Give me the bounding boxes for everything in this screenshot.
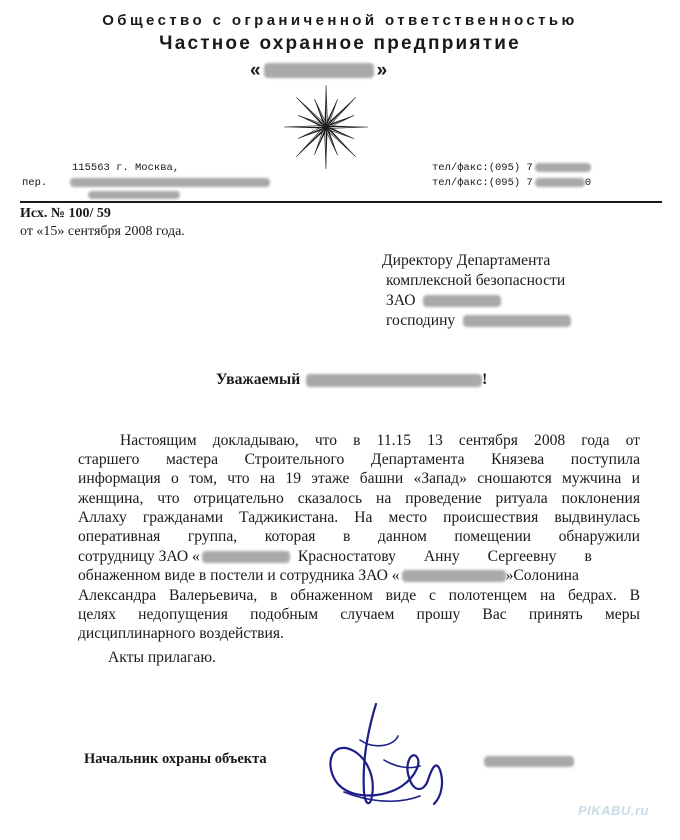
- body-line-8-end: »Солонина: [505, 567, 579, 584]
- header-divider: [20, 201, 662, 203]
- addressee-line3: [386, 292, 501, 310]
- body-line-9: Александра Валерьевича, в обнаженном виде с полотенцем на бедрах. В: [78, 587, 640, 604]
- addressee-line2: комплексной безопасности: [386, 272, 566, 289]
- redacted-company: [423, 295, 501, 307]
- salutation: [216, 371, 487, 389]
- phone1-label: тел/факс:(095) 7: [432, 162, 533, 174]
- address-line1: 115563 г. Москва,: [72, 162, 180, 174]
- redacted-street: [70, 178, 270, 187]
- addressee-line1: Директору Департамента: [382, 252, 551, 269]
- star-facet-light: [326, 127, 368, 128]
- redacted-salutation-name: [306, 374, 482, 387]
- addressee-company-label: ЗАО: [386, 292, 416, 309]
- signatory-title: Начальник охраны объекта: [84, 751, 267, 767]
- star-facet-light: [326, 97, 356, 127]
- body-line-10: целях недопущения подобным случаем прошу Вас принять меры: [78, 606, 640, 623]
- redacted-person-name: [463, 315, 571, 327]
- org-name-line2: Частное охранное предприятие: [159, 33, 521, 54]
- body-line-1: Настоящим докладываю, что в 11.15 13 сентября 2008 года от: [120, 432, 640, 449]
- handwritten-signature-icon: [324, 700, 464, 816]
- redacted-phone1: [535, 163, 591, 172]
- body-line-4: женщина, что отрицательно сказалось на проведение ритуала поклонения: [78, 490, 640, 507]
- body-line-8: [78, 566, 640, 586]
- org-name-line1: Общество с ограниченной ответственностью: [102, 12, 578, 29]
- body-line-2: старшего мастера Строительного Департамента Князева поступила: [78, 451, 640, 468]
- redacted-phone2: [535, 178, 585, 187]
- redacted-company-2: [202, 551, 290, 563]
- star-facet-light: [296, 97, 326, 127]
- outgoing-number: Исх. № 100/ 59: [20, 206, 111, 221]
- star-facet-light: [326, 85, 327, 127]
- org-name-quote: [250, 60, 387, 82]
- body-line-5: Аллаху гражданами Таджикистана. На место происшествия выдвинулась: [78, 509, 640, 526]
- address-line2: [22, 177, 270, 189]
- quote-open: «: [250, 60, 261, 81]
- addressee-line4: [386, 312, 571, 330]
- redacted-org-name: [264, 63, 374, 78]
- outgoing-date: от «15» сентября 2008 года.: [20, 224, 185, 239]
- body-line-3: информация о том, что на 19 этаже башни «Запад» сношаются мужчина и: [78, 470, 640, 487]
- watermark-logo: PIKABU.ru: [578, 803, 649, 818]
- body-line-6: оперативная группа, которая в данном помещении обнаружили: [78, 528, 640, 545]
- phone2-tail: 0: [584, 177, 592, 189]
- star-facet-light: [284, 126, 326, 127]
- phone-line2: [432, 177, 591, 189]
- addressee-title-label: господину: [386, 312, 456, 329]
- phone-line1: [432, 162, 591, 174]
- body-line-8-start: обнаженном виде в постели и сотрудника ЗАО «: [78, 567, 400, 584]
- phone2-label: тел/факс:(095) 7: [432, 177, 533, 189]
- body-line-7: [78, 547, 640, 567]
- salutation-suffix: !: [482, 371, 488, 388]
- star-facet-light: [296, 127, 326, 157]
- redacted-company-3: [402, 570, 506, 582]
- redacted-signatory-name: [484, 756, 574, 767]
- star-facet-light: [325, 127, 326, 169]
- body-line-11: дисциплинарного воздействия.: [78, 625, 284, 642]
- address-street-label: пер.: [22, 177, 48, 189]
- attachments-note: Акты прилагаю.: [108, 649, 216, 666]
- body-line-7-start: сотрудницу ЗАО «: [78, 548, 200, 565]
- quote-close: »: [376, 60, 388, 81]
- redacted-building: [88, 191, 180, 199]
- body-line-7-end: Красностатову Анну Сергеевну в: [297, 548, 592, 565]
- star-facet-light: [326, 127, 356, 157]
- star-logo-icon: [283, 84, 369, 170]
- salutation-prefix: Уважаемый: [216, 371, 301, 388]
